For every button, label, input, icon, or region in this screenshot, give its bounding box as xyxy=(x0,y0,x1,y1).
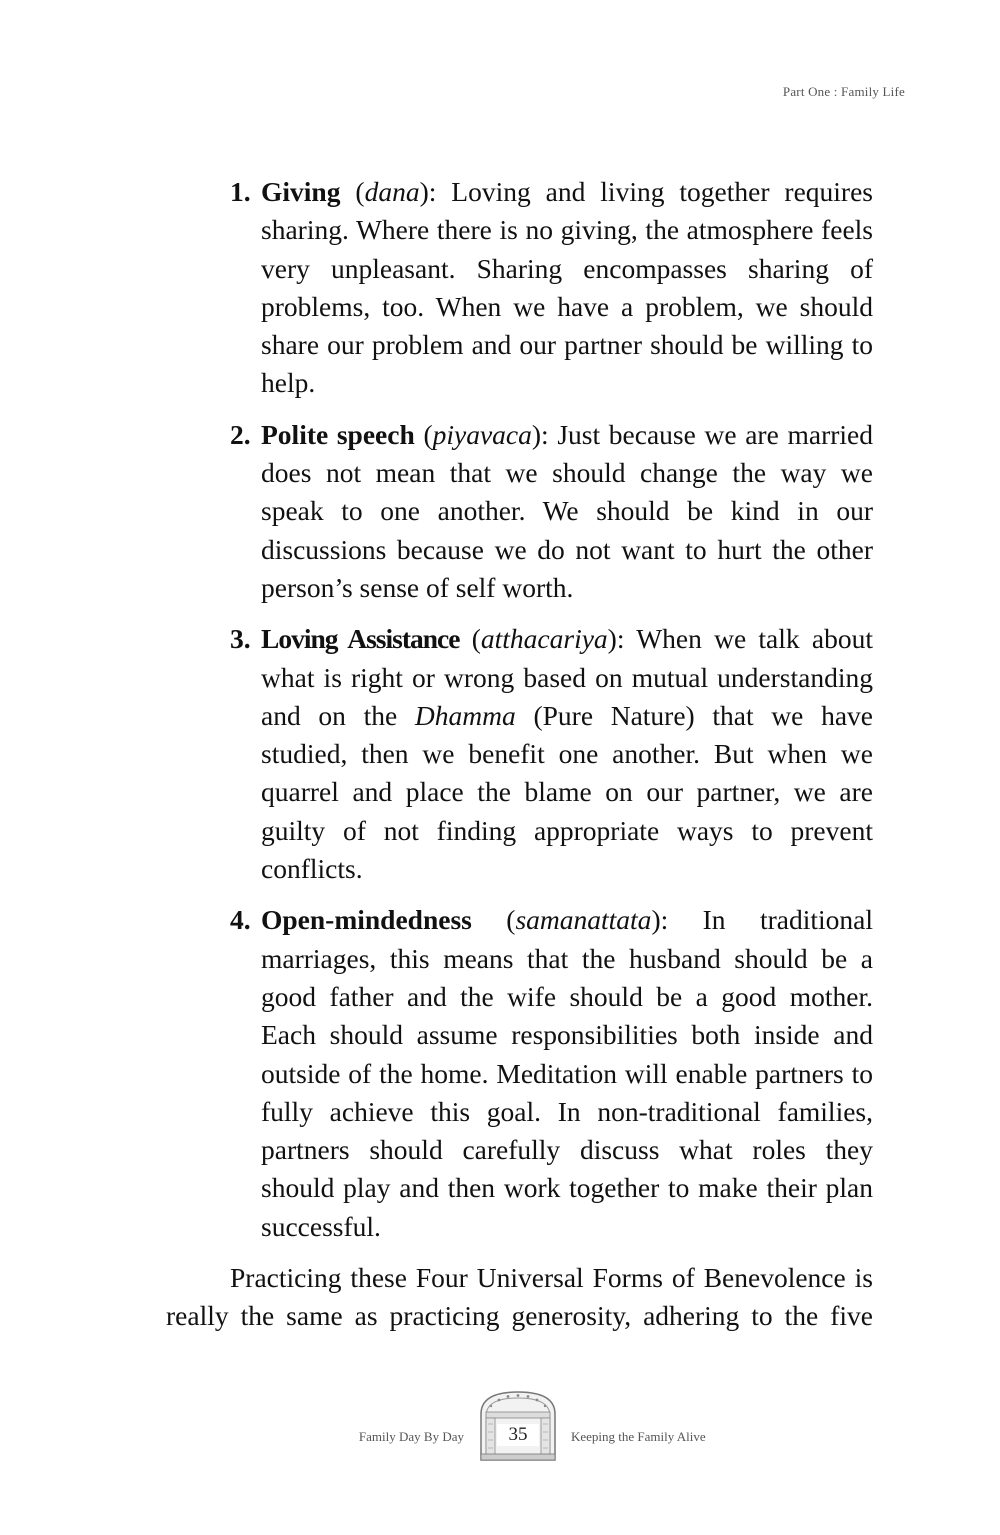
list-item-term: Polite speech xyxy=(261,418,415,450)
list-item-pali-term: samanattata xyxy=(515,904,652,936)
footer-chapter-title: Keeping the Family Alive xyxy=(571,1429,706,1444)
list-item-pali-term: dana xyxy=(364,176,420,207)
list-item-text: In traditional marriages, this means that the husband should be a good father and the wife should be a good mother. Each should assume responsibilities both inside and outside of the home. Meditation will enable partners to fully achieve this goal. In non-traditional families, partners should carefully discuss what roles they should play and then work together to make their plan successful. xyxy=(261,904,873,1242)
list-item-pali-term: atthacariya xyxy=(480,623,608,655)
list-item-number: 3. xyxy=(230,623,251,655)
list-item-text-continued: (Pure Nature) that we have studied, then we benefit one another. But when we quarrel and place the blame on our partner, we are guilty of not finding appropriate ways to prevent conflicts. xyxy=(261,699,873,885)
page-number: 35 xyxy=(497,1424,539,1446)
list-item-text: Just because we are married does not mean that we should change the way we speak to one another. We should be kind in our discussions because we do not want to hurt the other person’s sense of self worth. xyxy=(261,418,873,603)
page-footer xyxy=(0,1388,1000,1468)
list-item-term: Open-mindedness xyxy=(261,904,472,936)
list-item-number: 4. xyxy=(230,904,251,936)
list-item-term: Loving Assistance xyxy=(261,623,460,655)
page-body xyxy=(166,173,873,1336)
list-item-giving: 1. Giving (dana): Loving and living together requires sharing. Where there is no giving, the atmosphere feels very unpleasant. Sharing encompasses sharing of problems, too. When we have a problem, we should share our problem and our partner should be willing to help. xyxy=(166,173,873,403)
list-item-text: When we talk about what is right or wrong based on mutual understanding and on the xyxy=(261,623,873,731)
list-item-emphasis: Dhamma xyxy=(414,699,516,731)
footer-book-title: Family Day By Day xyxy=(358,1429,464,1444)
list-item-term: Giving xyxy=(261,176,341,207)
running-header: Part One : Family Life xyxy=(782,84,905,99)
list-item-text: Loving and living together requires sharing. Where there is no giving, the atmosphere feels very unpleasant. Sharing encompasses sharing of problems, too. When we have a problem, we should share our problem and our partner should be willing to help. xyxy=(261,176,873,399)
list-item-loving-assistance: 3. Loving Assistance (atthacariya): When we talk about what is right or wrong based on mutual understanding and on the Dhamma (Pure Nature) that we have studied, then we benefit one another. But when we quarrel and place the blame on our partner, we are guilty of not finding appropriate ways to prevent conflicts. xyxy=(166,620,873,888)
list-item-open-mindedness: 4. Open-mindedness (samanattata): In traditional marriages, this means that the husband should be a good father and the wife should be a good mother. Each should assume responsibilities both inside and outside of the home. Meditation will enable partners to fully achieve this goal. In non-traditional families, partners should carefully discuss what roles they should play and then work together to make their plan successful. xyxy=(166,901,873,1246)
page-number-badge xyxy=(477,1388,559,1462)
list-item-polite-speech: 2. Polite speech (piyavaca): Just because we are married does not mean that we should change the way we speak to one another. We should be kind in our discussions because we do not want to hurt the other person’s sense of self worth. xyxy=(166,416,873,607)
list-item-number: 1. xyxy=(230,176,251,207)
list-item-number: 2. xyxy=(230,418,251,450)
list-item-pali-term: piyavaca xyxy=(432,418,532,450)
closing-paragraph: Practicing these Four Universal Forms of Benevolence is really the same as practicing generosity, adhering to the five xyxy=(166,1262,873,1332)
